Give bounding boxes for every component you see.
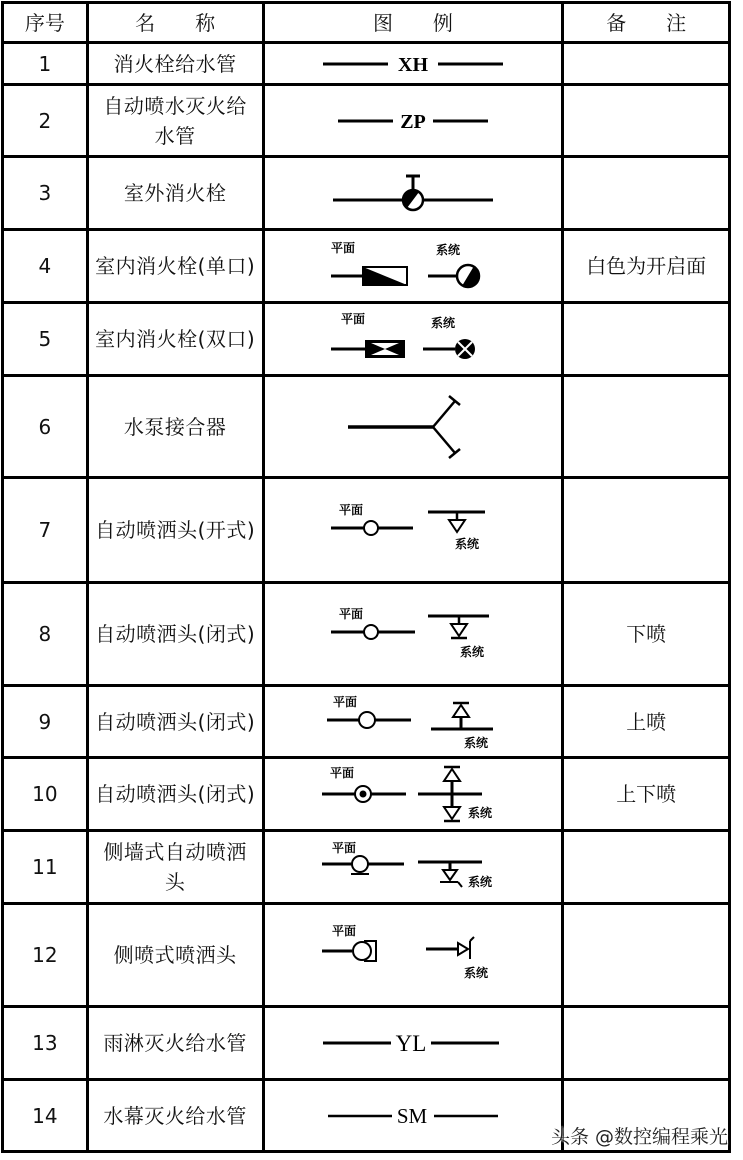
- symbol-cell: [263, 230, 563, 303]
- sprinkler-open-icon: [323, 490, 503, 570]
- row-note: [563, 303, 730, 376]
- row-name: 消火栓给水管: [87, 43, 263, 85]
- symbol-cell: [263, 686, 563, 758]
- svg-text:XH: XH: [397, 53, 428, 76]
- row-no: 5: [3, 303, 88, 376]
- row-note: 下喷: [563, 583, 730, 686]
- table-row: [3, 85, 730, 157]
- row-name: 自动喷洒头(闭式): [87, 583, 263, 686]
- row-note: [563, 831, 730, 904]
- pipe-line-zp-icon: [323, 109, 503, 133]
- row-note: [563, 43, 730, 85]
- sprinkler-closed-updown-icon: [318, 761, 508, 827]
- row-name: 自动喷洒头(闭式): [87, 686, 263, 758]
- side-spray-sprinkler-icon: [318, 915, 508, 995]
- row-note: [563, 478, 730, 583]
- row-note: [563, 376, 730, 478]
- table-row: [3, 583, 730, 686]
- svg-text:ZP: ZP: [400, 110, 426, 133]
- svg-text:系统: 系统: [435, 243, 460, 257]
- svg-text:平面: 平面: [340, 312, 365, 326]
- header-note: 备 注: [563, 3, 730, 43]
- svg-text:平面: 平面: [331, 841, 356, 855]
- row-no: 10: [3, 758, 88, 831]
- row-no: 12: [3, 904, 88, 1007]
- row-name: 自动喷水灭火给水管: [87, 85, 263, 157]
- row-name: 侧喷式喷洒头: [87, 904, 263, 1007]
- row-no: 3: [3, 157, 88, 230]
- row-name: 室内消火栓(单口): [87, 230, 263, 303]
- svg-text:系统: 系统: [454, 537, 479, 551]
- row-no: 9: [3, 686, 88, 758]
- table-row: [3, 376, 730, 478]
- svg-text:系统: 系统: [430, 316, 455, 330]
- symbol-cell: [263, 85, 563, 157]
- table-row: [3, 1007, 730, 1080]
- svg-text:系统: 系统: [459, 645, 484, 659]
- table-row: [3, 831, 730, 904]
- row-note: [563, 1007, 730, 1080]
- pipe-line-yl-icon: [313, 1028, 513, 1058]
- symbol-cell: [263, 303, 563, 376]
- symbol-cell: [263, 758, 563, 831]
- svg-text:平面: 平面: [332, 694, 357, 709]
- row-name: 侧墙式自动喷洒头: [87, 831, 263, 904]
- header-no: 序号: [3, 3, 88, 43]
- table-row: [3, 43, 730, 85]
- svg-text:系统: 系统: [463, 966, 488, 980]
- table-row: [3, 904, 730, 1007]
- symbol-cell: [263, 831, 563, 904]
- symbol-cell: [263, 1007, 563, 1080]
- sidewall-sprinkler-icon: [318, 834, 508, 900]
- symbol-cell: [263, 583, 563, 686]
- svg-text:YL: YL: [395, 1031, 427, 1056]
- indoor-hydrant-double-icon: [323, 309, 503, 369]
- svg-text:SM: SM: [396, 1103, 428, 1128]
- header-name: 名 称: [87, 3, 263, 43]
- header-symbol: 图 例: [263, 3, 563, 43]
- svg-text:平面: 平面: [338, 607, 363, 621]
- table-row: [3, 758, 730, 831]
- pipe-line-xh-icon: [313, 52, 513, 76]
- symbol-cell: [263, 157, 563, 230]
- row-no: 7: [3, 478, 88, 583]
- row-note: [563, 157, 730, 230]
- sprinkler-closed-down-icon: [323, 594, 503, 674]
- svg-text:平面: 平面: [338, 503, 363, 517]
- svg-text:平面: 平面: [330, 241, 355, 255]
- row-name: 水幕灭火给水管: [87, 1080, 263, 1152]
- row-no: 11: [3, 831, 88, 904]
- svg-text:系统: 系统: [467, 806, 492, 820]
- row-name: 自动喷洒头(开式): [87, 478, 263, 583]
- row-no: 6: [3, 376, 88, 478]
- symbol-cell: [263, 904, 563, 1007]
- row-no: 13: [3, 1007, 88, 1080]
- svg-text:系统: 系统: [463, 735, 488, 750]
- table-row: [3, 157, 730, 230]
- row-no: 1: [3, 43, 88, 85]
- row-note: 上下喷: [563, 758, 730, 831]
- row-name: 室外消火栓: [87, 157, 263, 230]
- table-row: [3, 478, 730, 583]
- pipe-line-sm-icon: [318, 1101, 508, 1131]
- svg-text:平面: 平面: [329, 766, 354, 780]
- row-no: 4: [3, 230, 88, 303]
- table-row: [3, 303, 730, 376]
- row-name: 自动喷洒头(闭式): [87, 758, 263, 831]
- symbol-cell: [263, 376, 563, 478]
- row-note: 上喷: [563, 686, 730, 758]
- row-no: 14: [3, 1080, 88, 1152]
- symbol-cell: [263, 1080, 563, 1152]
- row-no: 8: [3, 583, 88, 686]
- symbol-cell: [263, 43, 563, 85]
- watermark: 头条 @数控编程乘光: [551, 1126, 729, 1148]
- row-note: [563, 85, 730, 157]
- indoor-hydrant-single-icon: [323, 236, 503, 296]
- fire-symbol-legend-table: [1, 1, 731, 1153]
- row-note: [563, 904, 730, 1007]
- symbol-cell: [263, 478, 563, 583]
- row-no: 2: [3, 85, 88, 157]
- row-name: 水泵接合器: [87, 376, 263, 478]
- row-name: 室内消火栓(双口): [87, 303, 263, 376]
- row-note: 白色为开启面: [563, 230, 730, 303]
- outdoor-hydrant-icon: [323, 168, 503, 218]
- header-row: [3, 3, 730, 43]
- pump-connector-icon: [323, 387, 503, 467]
- svg-text:平面: 平面: [331, 924, 356, 938]
- table-row: [3, 230, 730, 303]
- svg-text:系统: 系统: [467, 875, 492, 889]
- table-row: [3, 686, 730, 758]
- sprinkler-closed-up-icon: [323, 690, 503, 754]
- row-name: 雨淋灭火给水管: [87, 1007, 263, 1080]
